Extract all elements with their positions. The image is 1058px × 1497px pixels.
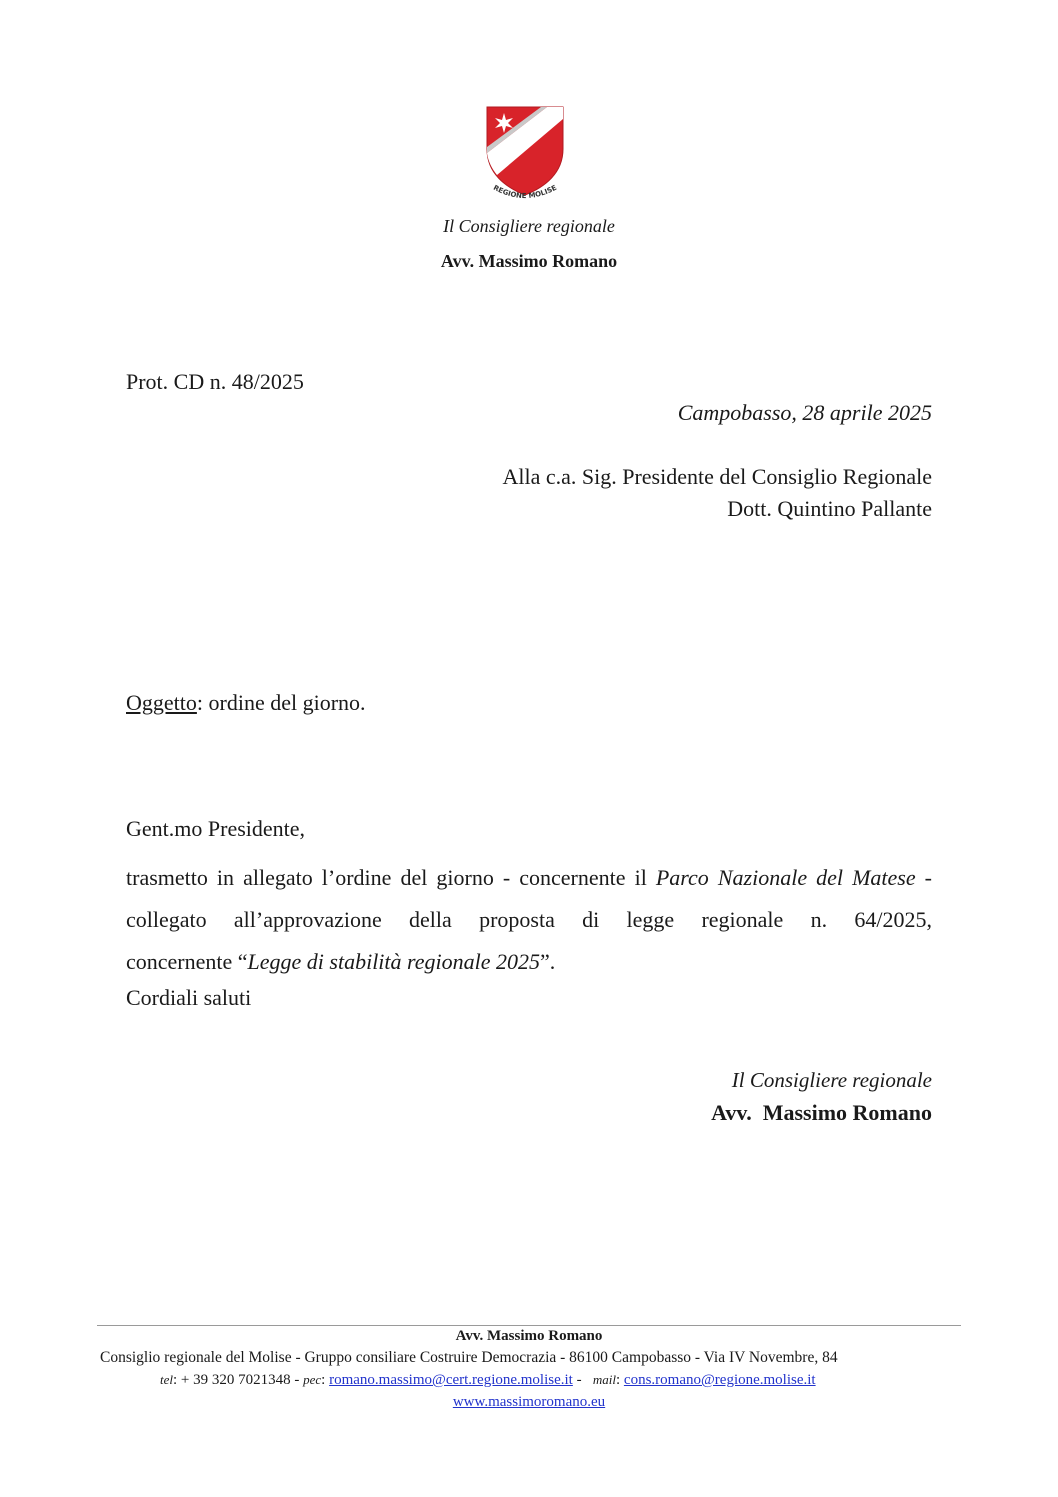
tel-label: tel: [160, 1372, 173, 1387]
letter-date: Campobasso, 28 aprile 2025: [677, 400, 932, 425]
body-line-2: collegato all’approvazione della proposta di legge regionale n. 64/2025,: [126, 907, 932, 932]
crest-label: REGIONE MOLISE: [491, 183, 559, 199]
body-line-1: trasmetto in allegato l’ordine del giorno - concernente il Parco Nazionale del Matese -: [126, 865, 932, 890]
header-name: Avv. Massimo Romano: [440, 251, 618, 271]
mail-email-link[interactable]: cons.romano@regione.molise.it: [623, 1372, 816, 1388]
addressee-line-2: Dott. Quintino Pallante: [727, 496, 932, 521]
salutation: Gent.mo Presidente,: [126, 816, 306, 841]
addressee-line-1: Alla c.a. Sig. Presidente del Consiglio Regionale: [502, 464, 932, 489]
footer-website: [0, 1394, 1058, 1411]
website-link[interactable]: www.massimoromano.eu: [452, 1394, 606, 1410]
body-line-3: concernente “Legge di stabilità regionale 2025”.: [126, 949, 556, 974]
pec-label: pec: [303, 1372, 322, 1387]
footer-name: Avv. Massimo Romano: [455, 1328, 603, 1344]
signature-role: Il Consigliere regionale: [731, 1068, 932, 1092]
footer-divider: [97, 1325, 961, 1326]
header-role: Il Consigliere regionale: [443, 216, 615, 236]
footer-address: Consiglio regionale del Molise - Gruppo consiliare Costruire Democrazia - 86100 Campobasso - Via IV Novembre, 84: [100, 1349, 838, 1366]
subject-label: Oggetto: [126, 690, 197, 715]
subject-text: : ordine del giorno.: [196, 690, 366, 715]
body-paragraph: [126, 857, 932, 983]
law-title: Legge di stabilità regionale 2025: [247, 949, 541, 974]
footer-contacts: tel: + 39 320 7021348 - pec: romano.massimo@cert.regione.molise.it - mail: cons.romano@regione.molise.it: [160, 1372, 816, 1388]
signature-name: Avv. Massimo Romano: [711, 1100, 932, 1125]
closing: Cordiali saluti: [126, 985, 252, 1010]
park-name: Parco Nazionale del Matese: [655, 865, 916, 890]
pec-email-link[interactable]: romano.massimo@cert.regione.molise.it: [329, 1372, 573, 1388]
protocol-number: Prot. CD n. 48/2025: [126, 369, 304, 394]
mail-label: mail: [592, 1372, 616, 1387]
subject-line: [126, 690, 366, 716]
regione-molise-crest-logo: [483, 103, 567, 199]
